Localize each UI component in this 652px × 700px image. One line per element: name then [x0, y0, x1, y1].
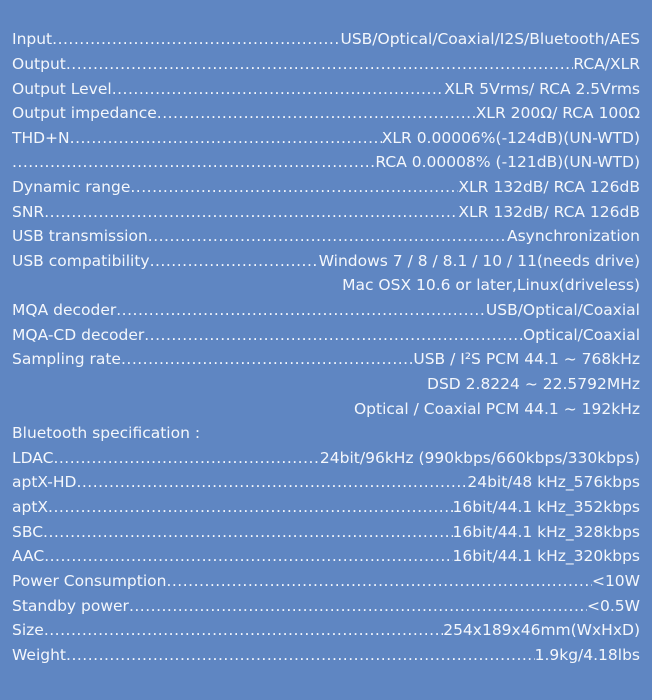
spec-row	[12, 618, 640, 643]
spec-row	[12, 101, 640, 126]
spec-value: XLR 200Ω/ RCA 100Ω	[475, 104, 640, 123]
spec-value: 1.9kg/4.18lbs	[534, 645, 640, 664]
dot-leader	[70, 129, 382, 147]
dot-leader	[116, 301, 486, 319]
spec-label: USB compatibility	[12, 251, 150, 270]
spec-row	[12, 495, 640, 520]
spec-row	[12, 27, 640, 52]
spec-value: 16bit/44.1 kHz_352kbps	[452, 498, 640, 517]
spec-value: 16bit/44.1 kHz_328kbps	[452, 522, 640, 541]
spec-value: RCA/XLR	[573, 54, 640, 73]
spec-value: XLR 0.00006%(-124dB)(UN-WTD)	[381, 128, 640, 147]
spec-value: XLR 5Vrms/ RCA 2.5Vrms	[444, 79, 640, 98]
spec-value: DSD 2.8224 ~ 22.5792MHz	[427, 374, 640, 393]
spec-label: Output impedance	[12, 104, 157, 123]
spec-value: Asynchronization	[507, 227, 640, 246]
dot-leader	[130, 178, 458, 196]
dot-leader	[112, 80, 445, 98]
spec-value: 24bit/48 kHz_576kbps	[467, 473, 640, 492]
spec-value: 24bit/96kHz (990kbps/660kbps/330kbps)	[319, 448, 640, 467]
spec-label: Output Level	[12, 79, 112, 98]
dot-leader	[48, 498, 453, 516]
spec-label: AAC	[12, 547, 45, 566]
spec-row	[12, 273, 640, 298]
spec-row	[12, 396, 640, 421]
spec-label: Weight	[12, 645, 67, 664]
spec-label: THD+N	[12, 128, 70, 147]
spec-value: <0.5W	[587, 596, 640, 615]
spec-label: Standby power	[12, 596, 129, 615]
spec-value: 16bit/44.1 kHz_320kbps	[452, 547, 640, 566]
spec-label: Power Consumption	[12, 571, 167, 590]
spec-value: RCA 0.00008% (-121dB)(UN-WTD)	[375, 153, 640, 172]
spec-label: Sampling rate	[12, 350, 121, 369]
spec-label: aptX	[12, 498, 49, 517]
spec-value: USB/Optical/Coaxial	[485, 301, 640, 320]
spec-label: MQA-CD decoder	[12, 325, 145, 344]
spec-value: Optical / Coaxial PCM 44.1 ~ 192kHz	[353, 399, 640, 418]
spec-value: <10W	[591, 571, 640, 590]
dot-leader	[148, 227, 507, 245]
spec-label: LDAC	[12, 448, 54, 467]
spec-value: XLR 132dB/ RCA 126dB	[458, 178, 640, 197]
spec-label: Input	[12, 30, 53, 49]
spec-row	[12, 372, 640, 397]
spec-row	[12, 322, 640, 347]
spec-row	[12, 249, 640, 274]
spec-label: SNR	[12, 202, 45, 221]
dot-leader	[44, 547, 452, 565]
dot-leader	[12, 153, 375, 171]
dot-leader	[66, 646, 535, 664]
spec-row	[12, 125, 640, 150]
spec-row	[12, 347, 640, 372]
dot-leader	[52, 30, 340, 48]
dot-leader	[53, 449, 319, 467]
spec-value: USB / I²S PCM 44.1 ~ 768kHz	[413, 350, 640, 369]
spec-row	[12, 544, 640, 569]
dot-leader	[166, 572, 592, 590]
spec-value: Mac OSX 10.6 or later,Linux(driveless)	[342, 276, 640, 295]
dot-leader	[43, 523, 453, 541]
spec-label: Output	[12, 54, 66, 73]
dot-leader	[129, 597, 587, 615]
spec-label: Dynamic range	[12, 178, 131, 197]
spec-row	[12, 421, 640, 446]
spec-row	[12, 76, 640, 101]
spec-row	[12, 224, 640, 249]
spec-row	[12, 446, 640, 471]
spec-label: USB transmission	[12, 227, 148, 246]
dot-leader	[44, 203, 458, 221]
spec-value: Optical/Coaxial	[522, 325, 640, 344]
dot-leader	[150, 252, 319, 270]
spec-row	[12, 298, 640, 323]
spec-row	[12, 470, 640, 495]
spec-row	[12, 150, 640, 175]
spec-row	[12, 175, 640, 200]
spec-value: USB/Optical/Coaxial/I2S/Bluetooth/AES	[340, 30, 640, 49]
dot-leader	[44, 621, 443, 639]
dot-leader	[66, 55, 573, 73]
section-heading: Bluetooth specification :	[12, 424, 201, 443]
spec-label: Size	[12, 621, 44, 640]
dot-leader	[121, 350, 413, 368]
dot-leader	[157, 104, 476, 122]
spec-row	[12, 519, 640, 544]
spec-row	[12, 569, 640, 594]
dot-leader	[144, 326, 523, 344]
spec-row	[12, 199, 640, 224]
dot-leader	[76, 473, 467, 491]
spec-row	[12, 593, 640, 618]
spec-value: XLR 132dB/ RCA 126dB	[458, 202, 640, 221]
spec-value: 254x189x46mm(WxHxD)	[443, 621, 640, 640]
spec-label: SBC	[12, 522, 44, 541]
spec-value: Windows 7 / 8 / 8.1 / 10 / 11(needs drive)	[318, 251, 640, 270]
spec-label: MQA decoder	[12, 301, 117, 320]
spec-row	[12, 52, 640, 77]
spec-label: aptX-HD	[12, 473, 77, 492]
spec-row	[12, 643, 640, 668]
